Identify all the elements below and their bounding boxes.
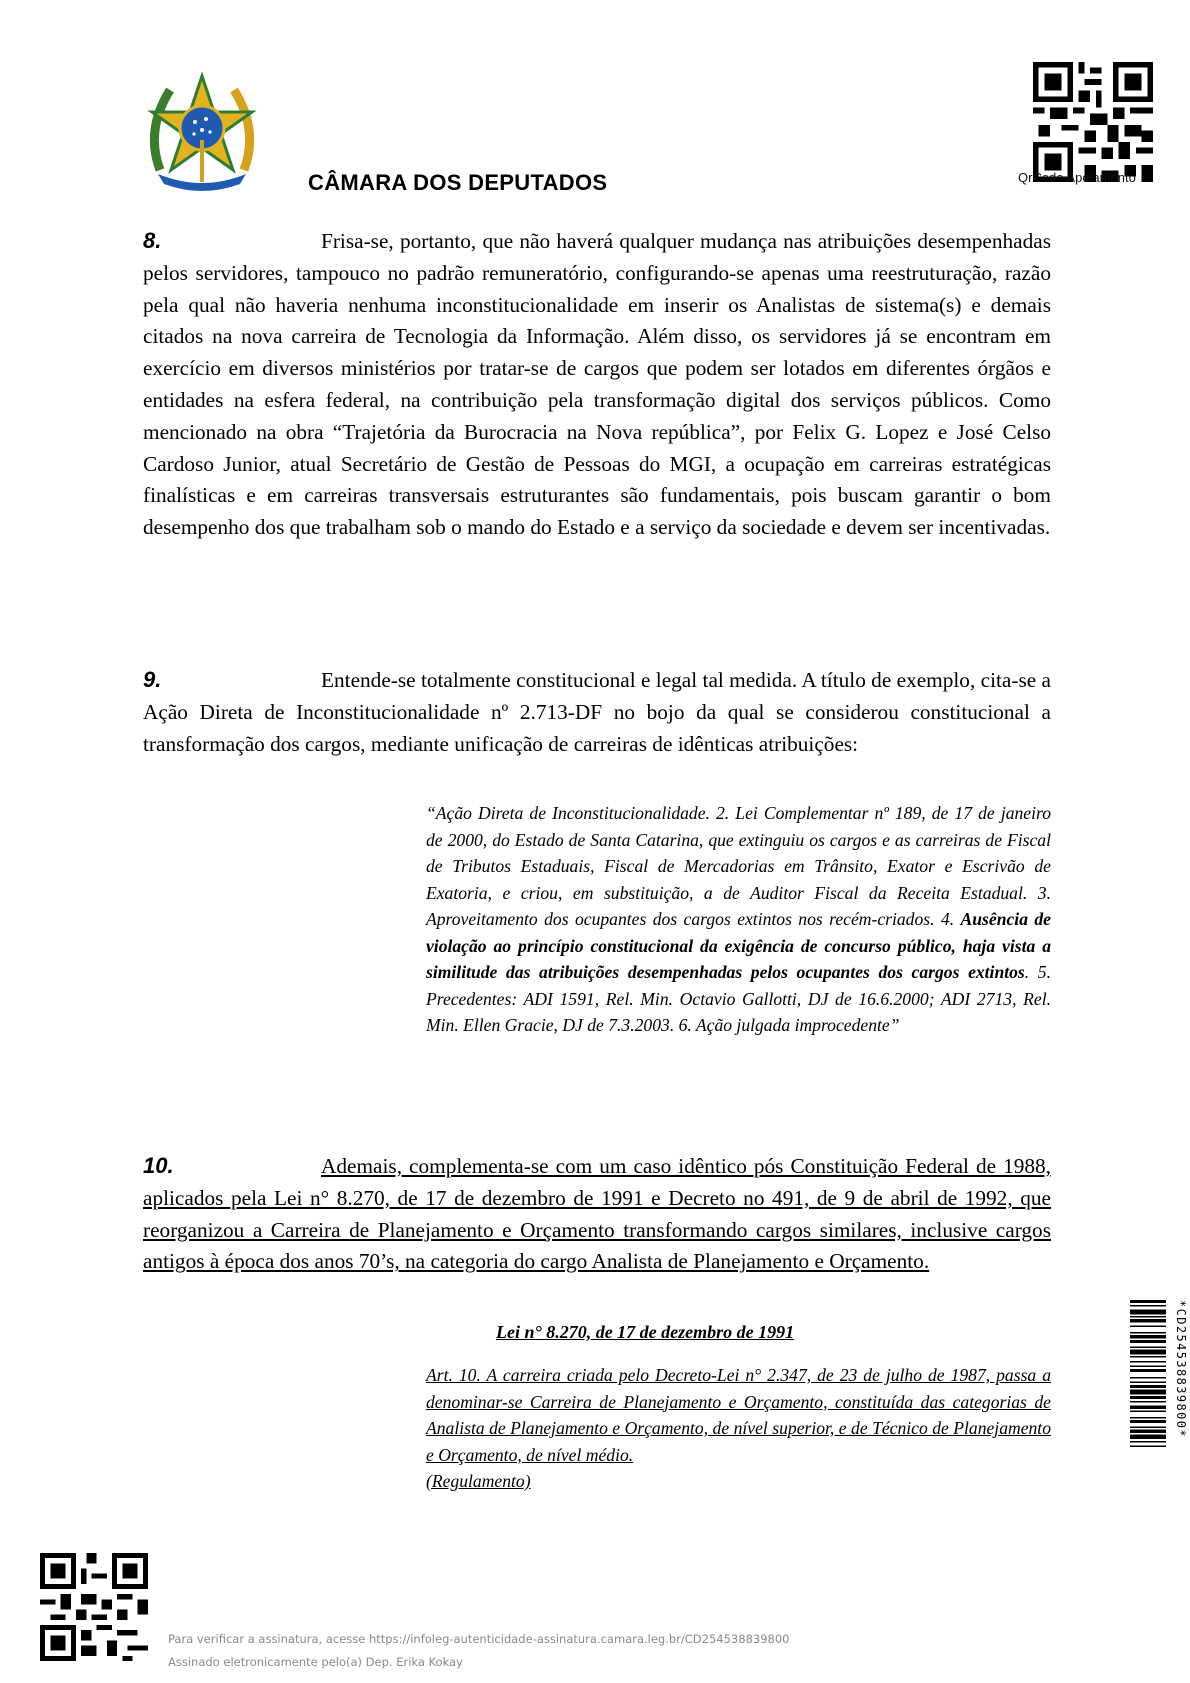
organization-name: CÂMARA DOS DEPUTADOS <box>308 170 608 195</box>
paragraph-text: Entende-se totalmente constitucional e legal tal medida. A título de exemplo, cita-se a Ação Direta de Inconstitucionalidade nº 2.713-DF no bojo da qual se considerou constitucional a transformação dos cargos, mediante unificação de carreiras de idênticas atribuições: <box>143 668 1051 756</box>
law-article-text <box>426 1362 1051 1495</box>
paragraph-text: Frisa-se, portanto, que não haverá qualquer mudança nas atribuições desempenhadas pelos servidores, tampouco no padrão remuneratório, configurando-se apenas uma reestruturação, razão pela qual não haveria nenhuma inconstitucionalidade em inserir os Analistas de sistema(s) e demais citados na nova carreira de Tecnologia da Informação. Além disso, os servidores já se encontram em exercício em diversos ministérios por tratar-se de cargos que podem ser lotados em diferentes órgãos e entidades na esfera federal, na contribuição pela transformação digital dos serviços públicos. Como mencionado na obra “Trajetória da Burocracia na Nova república”, por Felix G. Lopez e José Celso Cardoso Junior, atual Secretário de Gestão de Pessoas do MGI, a ocupação em carreiras estratégicas finalísticas e em carreiras transversais estruturantes são fundamentais, pois buscam garantir o bom desempenho dos que trabalham sob o mando do Estado e a serviço da sociedade e devem ser incentivadas. <box>143 229 1051 540</box>
signed-by-text: Assinado eletronicamente pelo(a) Dep. Erika Kokay <box>168 1655 463 1669</box>
quote-text-part1: “Ação Direta de Inconstitucionalidade. 2. Lei Complementar nº 189, de 17 de janeiro de 2000, do Estado de Santa Catarina, que extinguiu os cargos e as carreiras de Fiscal de Tributos Estaduais, Fiscal de Mercadorias em Trânsito, Exator e Escrivão de Exatoria, e criou, em substituição, a de Auditor Fiscal da Receita Estadual. 3. Aproveitamento dos ocupantes dos cargos extintos nos recém-criados. 4. <box>426 803 1051 929</box>
law-title: Lei n° 8.270, de 17 de dezembro de 1991 <box>496 1322 795 1342</box>
paragraph-text: Ademais, complementa-se com um caso idêntico pós Constituição Federal de 1988, aplicados pela Lei n° 8.270, de 17 de dezembro de 1991 e Decreto no 491, de 9 de abril de 1992, que reorganizou a Carreira de Planejamento e Orçamento transformando cargos similares, inclusive cargos antigos à época dos anos 70’s, na categoria do cargo Analista de Planejamento e Orçamento. <box>143 1154 1051 1274</box>
qr-code-icon <box>1030 62 1156 182</box>
court-decision-quote <box>426 800 1051 1039</box>
barcode-icon <box>1130 1300 1170 1542</box>
barcode-text: *CD254538839800* <box>1174 1300 1188 1438</box>
signature-verification-text: Para verificar a assinatura, acesse https://infoleg-autenticidade-assinatura.camara.leg.br/CD254538839800 <box>168 1632 790 1646</box>
regulamento-link[interactable]: (Regulamento) <box>426 1471 531 1491</box>
quote-bold-text: Ausência de violação ao princípio constitucional da exigência de concurso público, haja vista a similitude das atribuições desempenhadas pelos ocupantes dos cargos extintos <box>426 909 1051 982</box>
law-article-body: Art. 10. A carreira criada pelo Decreto-Lei n° 2.347, de 23 de julho de 1987, passa a denominar-se Carreira de Planejamento e Orçamento, constituída das categorias de Analista de Planejamento e Orçamento, de nível superior, e de Técnico de Planejamento e Orçamento, de nível médio. <box>426 1365 1051 1465</box>
signature-qr-code-icon <box>40 1553 148 1661</box>
paragraph-number: 9. <box>143 667 162 692</box>
paragraph-9 <box>143 664 1051 760</box>
paragraph-10 <box>143 1150 1051 1278</box>
quote-text-part2: . 5. Precedentes: ADI 1591, Rel. Min. Octavio Gallotti, DJ de 16.6.2000; ADI 2713, Rel. Min. Ellen Gracie, DJ de 7.3.2003. 6. Ação julgada improcedente” <box>426 962 1051 1035</box>
qr-code-caption: QrCode Apoiamento <box>1018 170 1136 185</box>
paragraph-8 <box>143 225 1051 544</box>
paragraph-number: 10. <box>143 1153 174 1178</box>
brazil-coat-of-arms-icon <box>140 70 264 194</box>
paragraph-number: 8. <box>143 228 162 253</box>
